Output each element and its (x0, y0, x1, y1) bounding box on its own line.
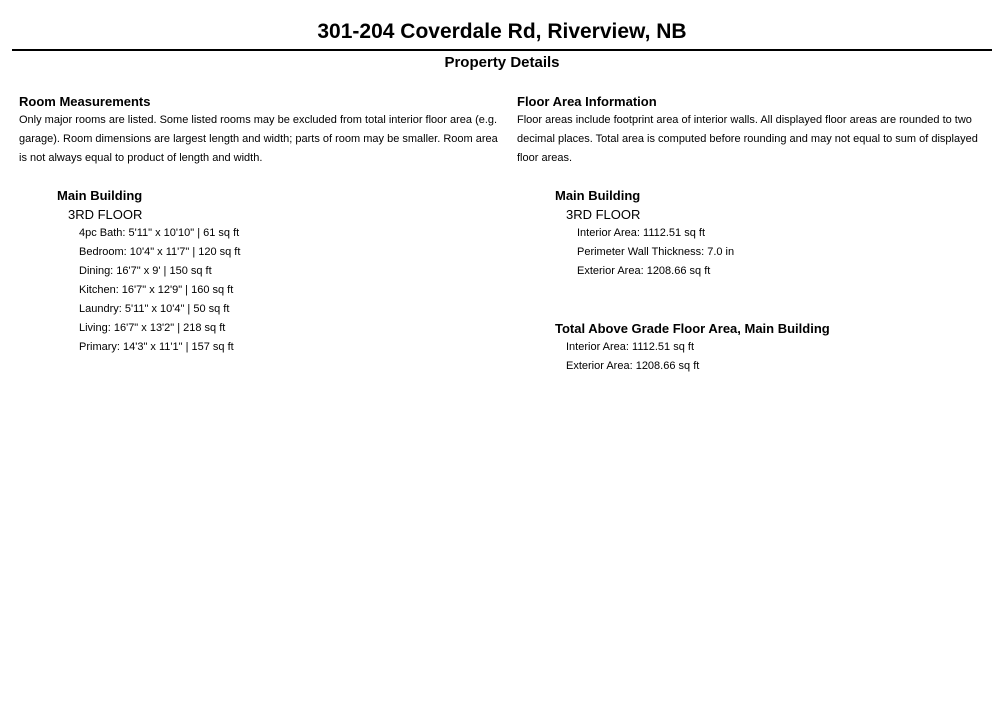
room-item: Primary: 14'3" x 11'1" | 157 sq ft (79, 341, 234, 353)
floor-area-item: Exterior Area: 1208.66 sq ft (577, 265, 711, 277)
room-item: Bedroom: 10'4" x 11'7" | 120 sq ft (79, 246, 241, 258)
title-divider (12, 49, 992, 51)
room-list (57, 186, 240, 357)
room-item: 4pc Bath: 5'11" x 10'10" | 61 sq ft (79, 227, 240, 239)
total-item: Exterior Area: 1208.66 sq ft (566, 360, 700, 372)
page-title: 301-204 Coverdale Rd, Riverview, NB (317, 20, 687, 43)
total-item: Interior Area: 1112.51 sq ft (566, 341, 695, 353)
room-item: Laundry: 5'11" x 10'4" | 50 sq ft (79, 303, 230, 315)
floor-name: 3RD FLOOR (566, 207, 641, 222)
floor-area-description: Floor areas include footprint area of interior walls. All displayed floor areas are rounded to two decimal places. Total area is computed before rounding and may not equal to sum of displayed floor areas. (517, 114, 978, 164)
floor-area-heading: Floor Area Information (517, 94, 657, 109)
room-item: Dining: 16'7" x 9' | 150 sq ft (79, 265, 212, 277)
room-measurements-description: Only major rooms are listed. Some listed rooms may be excluded from total interior floor area (e.g. garage). Room dimensions are largest length and width; parts of room may be smaller. Room area is not always equal to product of length and width. (19, 114, 498, 164)
floor-area-section (517, 93, 997, 168)
room-measurements-heading: Room Measurements (19, 94, 151, 109)
total-heading: Total Above Grade Floor Area, Main Building (555, 321, 830, 336)
floor-name: 3RD FLOOR (68, 207, 143, 222)
floor-area-list (555, 186, 734, 281)
floor-area-item: Interior Area: 1112.51 sq ft (577, 227, 706, 239)
page-subtitle: Property Details (444, 54, 560, 71)
room-measurements-section (19, 93, 499, 168)
building-name: Main Building (57, 188, 143, 203)
room-item: Kitchen: 16'7" x 12'9" | 160 sq ft (79, 284, 234, 296)
floor-area-item: Perimeter Wall Thickness: 7.0 in (577, 246, 735, 258)
total-floor-area (555, 319, 830, 376)
building-name: Main Building (555, 188, 641, 203)
room-item: Living: 16'7" x 13'2" | 218 sq ft (79, 322, 226, 334)
